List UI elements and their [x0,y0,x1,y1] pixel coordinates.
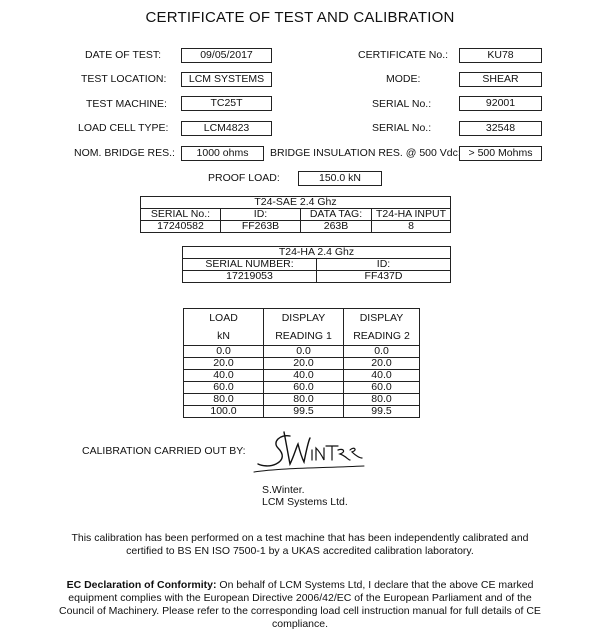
proof-load-value: 150.0 kN [298,171,382,186]
serial-no-value-1: 92001 [459,96,542,111]
t24-ha-header-id: ID: [317,259,451,271]
table-row [184,394,420,406]
t24-sae-header-input: T24-HA INPUT [372,209,451,221]
reading2-cell: 20.0 [344,358,420,370]
declaration-line4: compliance. [271,618,329,630]
bridge-res-label: NOM. BRIDGE RES.: [74,147,175,159]
bridge-insulation-value: > 500 Mohms [459,146,542,161]
test-location-label: TEST LOCATION: [81,73,167,85]
t24-sae-data-tag-value: 263B [301,221,372,233]
declaration-line1-text: On behalf of LCM Systems Ltd, I declare that the above CE marked [216,579,534,591]
reading1-cell: 0.0 [264,346,344,358]
t24-sae-serial-value: 17240582 [141,221,221,233]
serial-no-label-2: SERIAL No.: [372,122,432,134]
declaration-heading: EC Declaration of Conformity: [66,579,217,591]
t24-ha-serial-value: 17219053 [183,271,317,283]
reading2-cell: 40.0 [344,370,420,382]
test-machine-value: TC25T [181,96,272,111]
calibration-statement-line1: This calibration has been performed on a test machine that has been independently calibrated and [71,532,529,544]
bridge-insulation-label: BRIDGE INSULATION RES. @ 500 Vdc: [270,147,461,159]
t24-sae-title: T24-SAE 2.4 Ghz [141,197,451,209]
load-cell-type-value: LCM4823 [181,121,272,136]
t24-sae-header-data-tag: DATA TAG: [301,209,372,221]
load-cell: 60.0 [184,382,264,394]
certificate-no-value: KU78 [459,48,542,63]
date-of-test-value: 09/05/2017 [181,48,272,63]
t24-sae-header-serial: SERIAL No.: [141,209,221,221]
reading2-header-line1: DISPLAY [344,309,420,328]
load-cell-type-label: LOAD CELL TYPE: [78,122,169,134]
reading1-cell: 40.0 [264,370,344,382]
t24-ha-title: T24-HA 2.4 Ghz [183,247,451,259]
t24-sae-input-value: 8 [372,221,451,233]
t24-sae-header-id: ID: [221,209,301,221]
calibration-statement-line2: certified to BS EN ISO 7500-1 by a UKAS accredited calibration laboratory. [126,545,474,557]
t24-sae-table [140,196,451,233]
page-title: CERTIFICATE OF TEST AND CALIBRATION [145,9,455,26]
mode-value: SHEAR [459,72,542,87]
reading2-cell: 0.0 [344,346,420,358]
certificate-no-label: CERTIFICATE No.: [358,49,449,61]
t24-ha-header-serial: SERIAL NUMBER: [183,259,317,271]
load-cell: 20.0 [184,358,264,370]
reading1-cell: 80.0 [264,394,344,406]
reading2-header-line2: READING 2 [344,327,420,346]
reading1-cell: 60.0 [264,382,344,394]
signatory-name: S.Winter. [262,484,305,496]
reading2-cell: 60.0 [344,382,420,394]
declaration-line2: equipment complies with the European Directive 2006/42/EC of the European Parliament and of the [68,592,532,604]
table-row [184,382,420,394]
proof-load-label: PROOF LOAD: [208,172,280,184]
reading1-header-line2: READING 1 [264,327,344,346]
t24-ha-id-value: FF437D [317,271,451,283]
load-table [183,308,420,418]
reading1-cell: 20.0 [264,358,344,370]
table-row [184,358,420,370]
reading2-cell: 80.0 [344,394,420,406]
reading1-cell: 99.5 [264,406,344,418]
table-row [184,370,420,382]
test-location-value: LCM SYSTEMS [181,72,272,87]
serial-no-value-2: 32548 [459,121,542,136]
serial-no-label-1: SERIAL No.: [372,98,432,110]
date-of-test-label: DATE OF TEST: [85,49,162,61]
mode-label: MODE: [386,73,421,85]
load-header-line1: LOAD [184,309,264,328]
signatory-company: LCM Systems Ltd. [262,496,348,508]
declaration-line1 [0,579,600,592]
load-cell: 100.0 [184,406,264,418]
calibration-label: CALIBRATION CARRIED OUT BY: [82,445,246,457]
load-cell: 0.0 [184,346,264,358]
signature [250,428,368,476]
test-machine-label: TEST MACHINE: [86,98,167,110]
reading2-cell: 99.5 [344,406,420,418]
declaration-line3: Council of Machinery. Please refer to the corresponding load cell instruction manual for full details of CE [59,605,541,617]
load-header-line2: kN [184,327,264,346]
bridge-res-value: 1000 ohms [181,146,264,161]
t24-sae-id-value: FF263B [221,221,301,233]
load-cell: 40.0 [184,370,264,382]
table-row [184,406,420,418]
t24-ha-table [182,246,451,283]
table-row [184,346,420,358]
load-cell: 80.0 [184,394,264,406]
reading1-header-line1: DISPLAY [264,309,344,328]
